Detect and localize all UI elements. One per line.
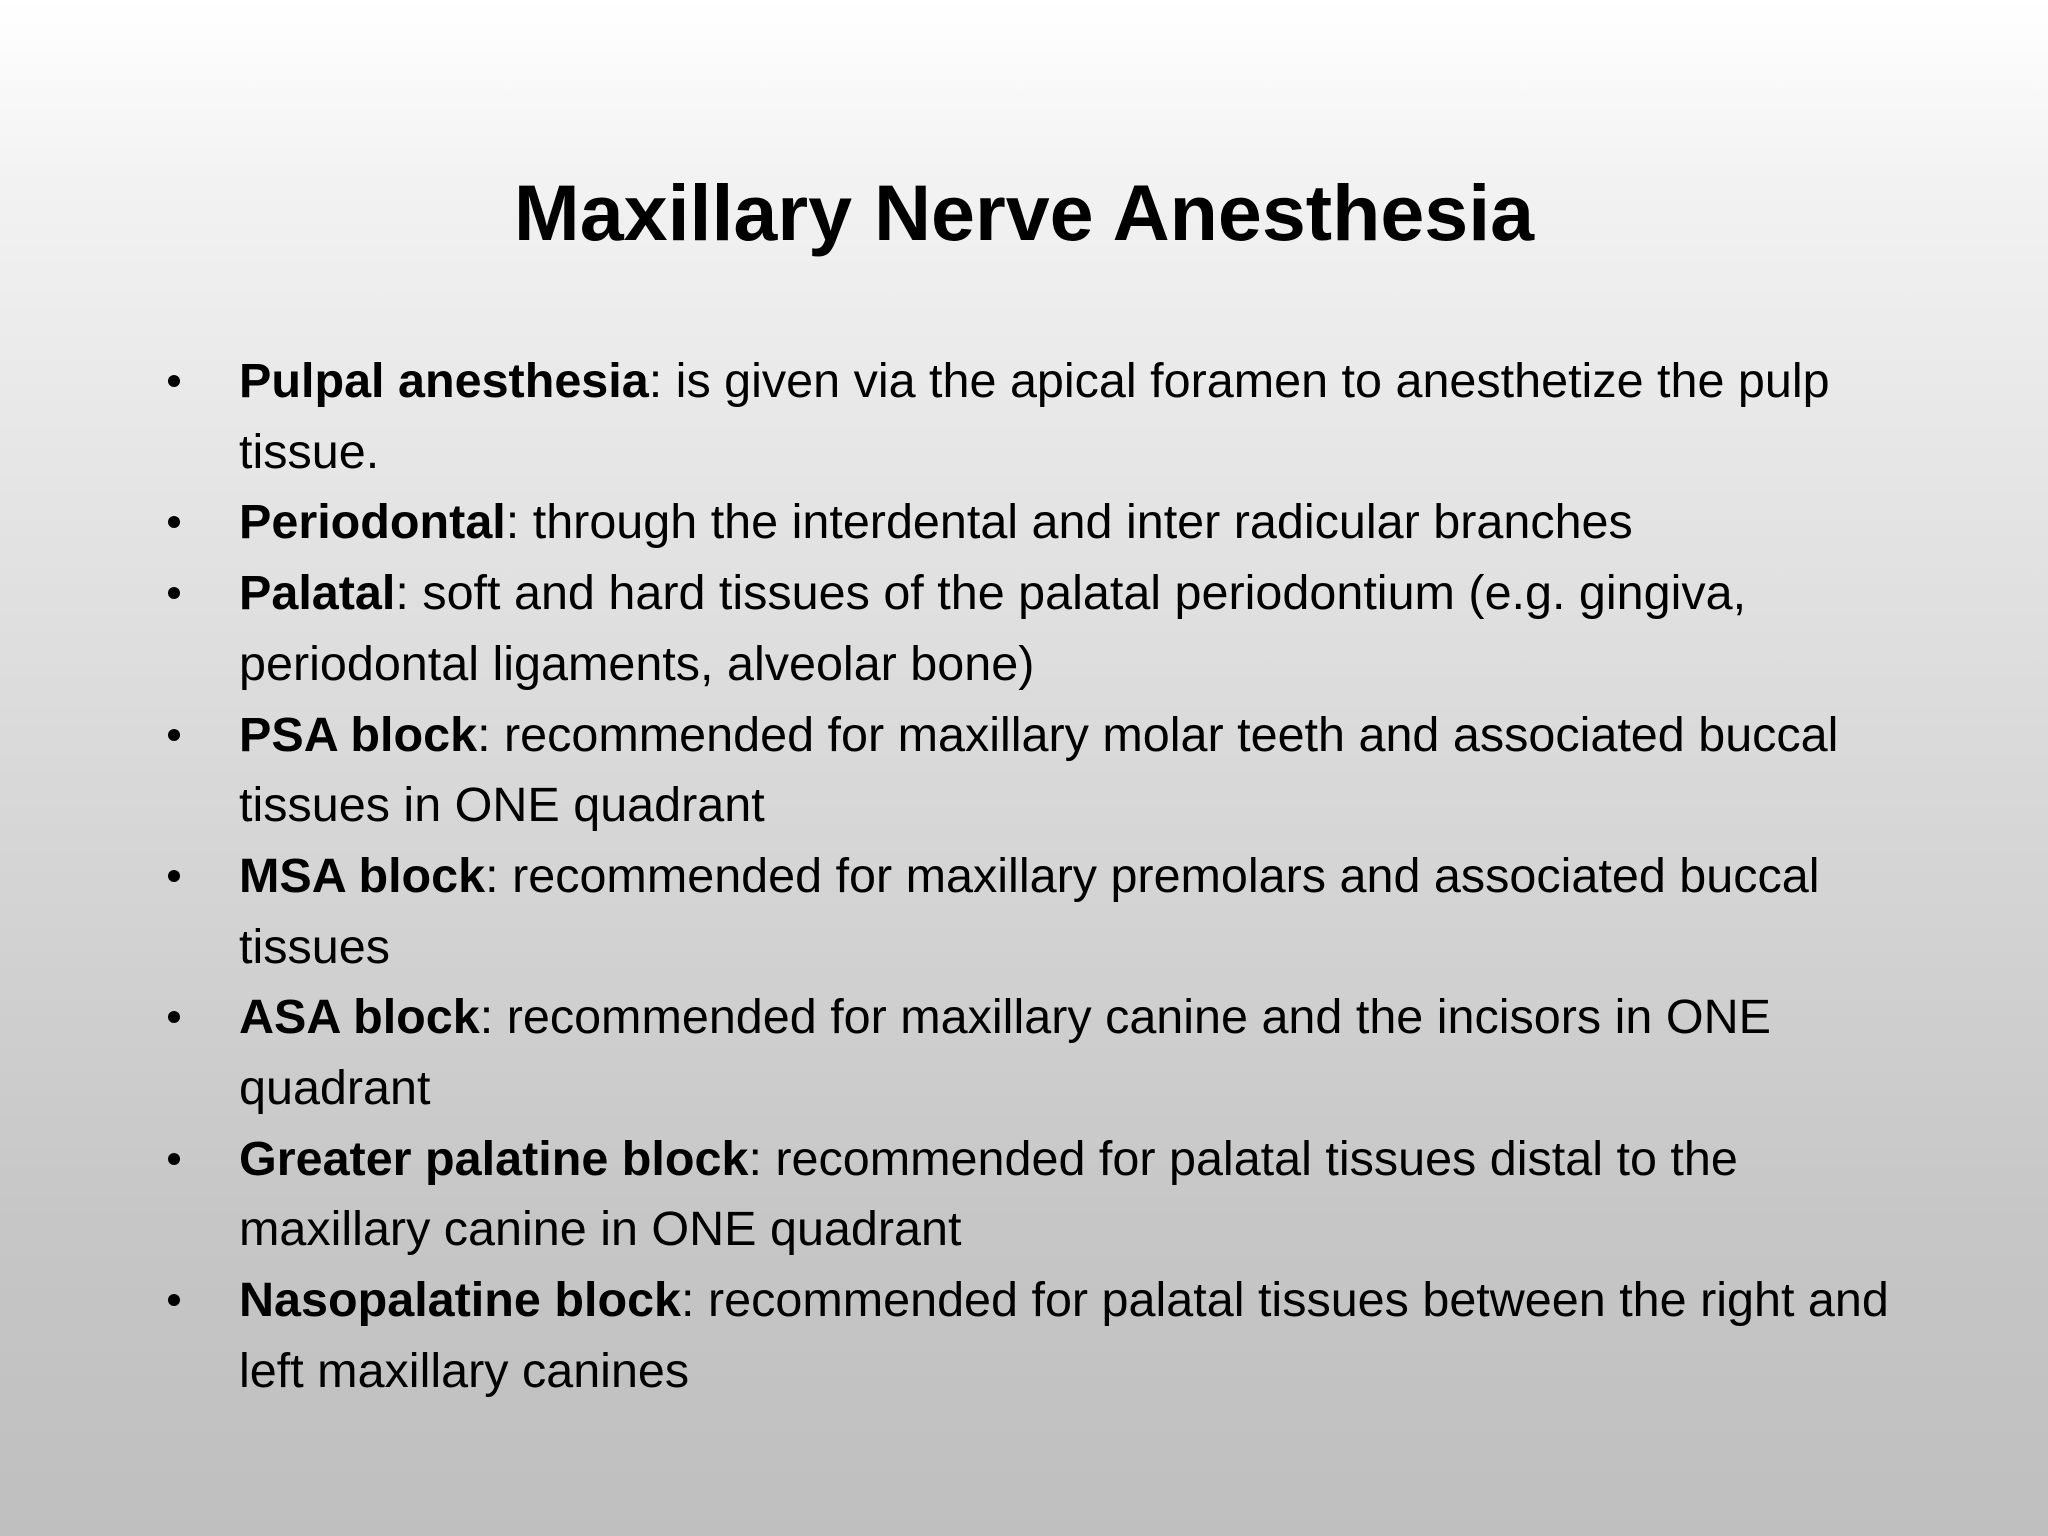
- bullet-item-nasopalatine-block: [168, 1265, 1928, 1406]
- bullet-description: : soft and hard tissues of the palatal periodontium (e.g. gingiva, periodontal ligaments, alveolar bone): [239, 566, 1747, 691]
- bullet-dot-icon: [168, 1153, 180, 1165]
- bullet-dot-icon: [168, 1294, 180, 1306]
- bullet-term: PSA block: [239, 707, 478, 762]
- bullet-item-pulpal: [168, 346, 1928, 487]
- bullet-term: Periodontal: [239, 495, 506, 550]
- bullet-term: MSA block: [239, 848, 486, 903]
- bullet-term: Greater palatine block: [239, 1131, 749, 1186]
- bullet-dot-icon: [168, 516, 180, 528]
- bullet-description: : is given via the apical foramen to anesthetize the pulp tissue.: [239, 354, 1830, 479]
- bullet-term: Pulpal anesthesia: [239, 354, 649, 408]
- bullet-description: : recommended for palatal tissues distal to the maxillary canine in ONE quadrant: [239, 1131, 1738, 1257]
- bullet-item-psa-block: [168, 700, 1928, 841]
- bullet-term: ASA block: [239, 990, 480, 1045]
- slide-title: Maxillary Nerve Anesthesia: [513, 168, 1535, 257]
- bullet-description: : recommended for maxillary premolars and associated buccal tissues: [239, 848, 1820, 974]
- bullet-item-periodontal: [168, 487, 1928, 558]
- bullet-term: Nasopalatine block: [239, 1273, 682, 1328]
- bullet-description: : recommended for maxillary molar teeth and associated buccal tissues in ONE quadrant: [239, 707, 1839, 833]
- bullet-dot-icon: [168, 375, 180, 387]
- bullet-dot-icon: [168, 1011, 180, 1023]
- bullet-item-asa-block: [168, 982, 1928, 1123]
- bullet-dot-icon: [168, 587, 180, 599]
- bullet-description: : recommended for palatal tissues between the right and left maxillary canines: [239, 1273, 1889, 1398]
- bullet-list: [168, 346, 1928, 1407]
- bullet-description: : through the interdental and inter radicular branches: [505, 495, 1633, 550]
- bullet-item-palatal: [168, 558, 1928, 699]
- bullet-item-msa-block: [168, 841, 1928, 982]
- bullet-dot-icon: [168, 870, 180, 882]
- bullet-item-greater-palatine-block: [168, 1124, 1928, 1265]
- bullet-dot-icon: [168, 729, 180, 741]
- bullet-description: : recommended for maxillary canine and the incisors in ONE quadrant: [239, 990, 1771, 1116]
- bullet-term: Palatal: [239, 566, 396, 621]
